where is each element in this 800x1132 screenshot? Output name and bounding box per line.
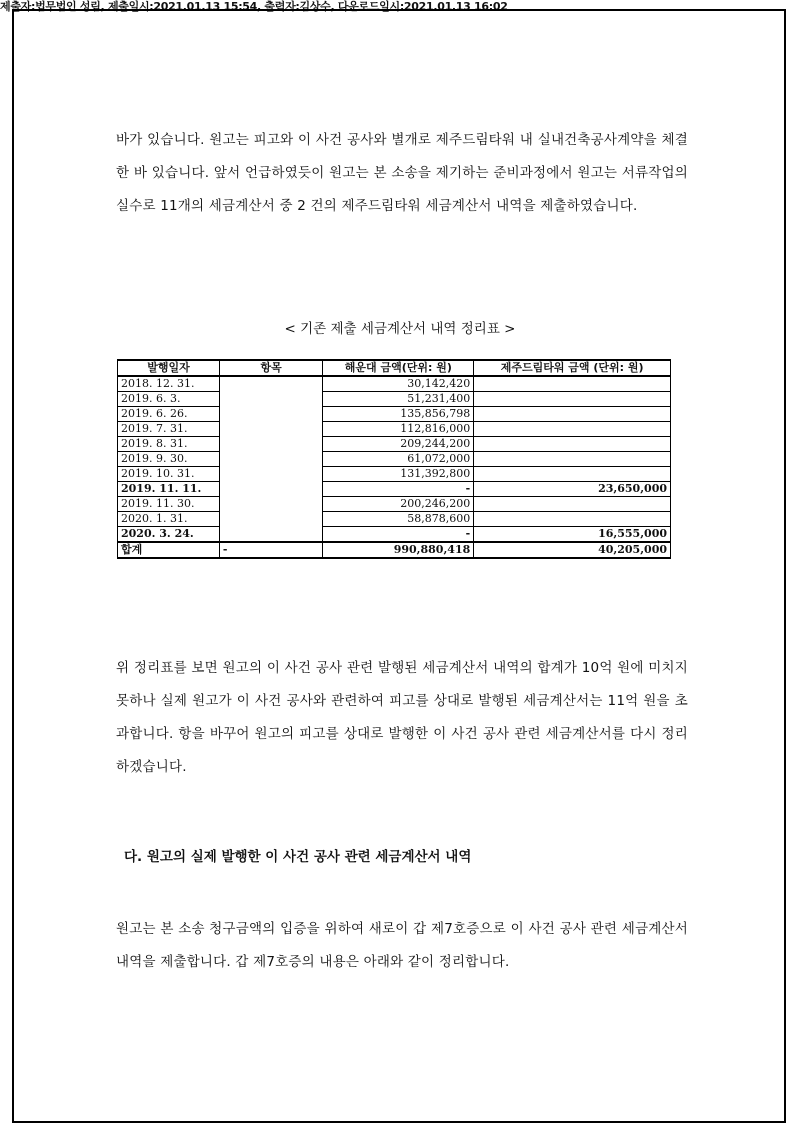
cell-haeundae-amount: - [323,527,474,543]
header-haeundae-amount: 해운대 금액(단위: 원) [323,360,474,376]
section-title: 다. 원고의 실제 발행한 이 사건 공사 관련 세금계산서 내역 [124,849,472,865]
cell-haeundae-amount: - [323,482,474,497]
table-header-row [118,360,671,376]
cell-jeju-amount [474,376,671,392]
cell-haeundae-amount: 209,244,200 [323,437,474,452]
table-row [118,452,671,467]
cell-issue-date: 2019. 11. 30. [118,497,220,512]
cell-issue-date: 2018. 12. 31. [118,376,220,392]
cell-jeju-amount: 23,650,000 [474,482,671,497]
total-label: 합계 [118,542,220,558]
cell-item [219,376,323,392]
invoice-table [117,359,671,559]
cell-jeju-amount [474,392,671,407]
cell-issue-date: 2019. 6. 26. [118,407,220,422]
cell-jeju-amount [474,497,671,512]
cell-jeju-amount [474,467,671,482]
cell-haeundae-amount: 51,231,400 [323,392,474,407]
header-jeju-amount: 제주드림타워 금액 (단위: 원) [474,360,671,376]
cell-haeundae-amount: 58,878,600 [323,512,474,527]
cell-item [219,497,323,512]
table-total-row [118,542,671,558]
paragraph-evidence: 원고는 본 소송 청구금액의 입증을 위하여 새로이 갑 제7호증으로 이 사건 공사 관련 세금계산서 내역을 제출합니다. 갑 제7호증의 내용은 아래와 같이 정리합니다. [116,921,688,970]
table-row [118,512,671,527]
cell-issue-date: 2019. 7. 31. [118,422,220,437]
paragraph-summary: 위 정리표를 보면 원고의 이 사건 공사 관련 발행된 세금계산서 내역의 합계가 10억 원에 미치지 못하나 실제 원고가 이 사건 공사와 관련하여 피고를 상대로 발행된 세금계산서는 11억 원을 초과합니다. 항을 바꾸어 원고의 피고를 상대로 발행한 이 사건 공사 관련 세금계산서를 다시 정리하겠습니다. [116,660,688,775]
table-row [118,392,671,407]
table-row [118,527,671,543]
cell-issue-date: 2019. 10. 31. [118,467,220,482]
cell-item [219,407,323,422]
cell-item [219,437,323,452]
cell-issue-date: 2019. 8. 31. [118,437,220,452]
header-item: 항목 [219,360,323,376]
cell-haeundae-amount: 200,246,200 [323,497,474,512]
cell-item [219,422,323,437]
cell-item [219,392,323,407]
cell-issue-date: 2019. 11. 11. [118,482,220,497]
cell-issue-date: 2019. 9. 30. [118,452,220,467]
cell-jeju-amount [474,437,671,452]
cell-jeju-amount: 16,555,000 [474,527,671,543]
document-header: 제출자:법무법인 성림, 제출일시:2021.01.13 15:54, 출력자:김상수, 다운로드일시:2021.01.13 16:02 [0,0,508,13]
cell-issue-date: 2020. 1. 31. [118,512,220,527]
cell-jeju-amount [474,422,671,437]
paragraph-intro: 바가 있습니다. 원고는 피고와 이 사건 공사와 별개로 제주드림타워 내 실내건축공사계약을 체결한 바 있습니다. 앞서 언급하였듯이 원고는 본 소송을 제기하는 준비과정에서 원고는 서류작업의 실수로 11개의 세금계산서 중 2 건의 제주드림타워 세금계산서 내역을 제출하였습니다. [116,132,688,214]
cell-issue-date: 2019. 6. 3. [118,392,220,407]
total-item: - [219,542,323,558]
cell-jeju-amount [474,452,671,467]
cell-jeju-amount [474,512,671,527]
table-row [118,497,671,512]
cell-item [219,482,323,497]
cell-item [219,467,323,482]
cell-haeundae-amount: 112,816,000 [323,422,474,437]
table-row [118,376,671,392]
cell-item [219,512,323,527]
cell-haeundae-amount: 135,856,798 [323,407,474,422]
table-row [118,407,671,422]
header-issue-date: 발행일자 [118,360,220,376]
cell-haeundae-amount: 61,072,000 [323,452,474,467]
table-row [118,482,671,497]
cell-haeundae-amount: 30,142,420 [323,376,474,392]
table-row [118,467,671,482]
table-title: < 기존 제출 세금계산서 내역 정리표 > [284,321,516,337]
total-jeju-amount: 40,205,000 [474,542,671,558]
cell-jeju-amount [474,407,671,422]
cell-item [219,527,323,543]
table-row [118,437,671,452]
cell-haeundae-amount: 131,392,800 [323,467,474,482]
table-row [118,422,671,437]
cell-item [219,452,323,467]
total-haeundae-amount: 990,880,418 [323,542,474,558]
cell-issue-date: 2020. 3. 24. [118,527,220,543]
